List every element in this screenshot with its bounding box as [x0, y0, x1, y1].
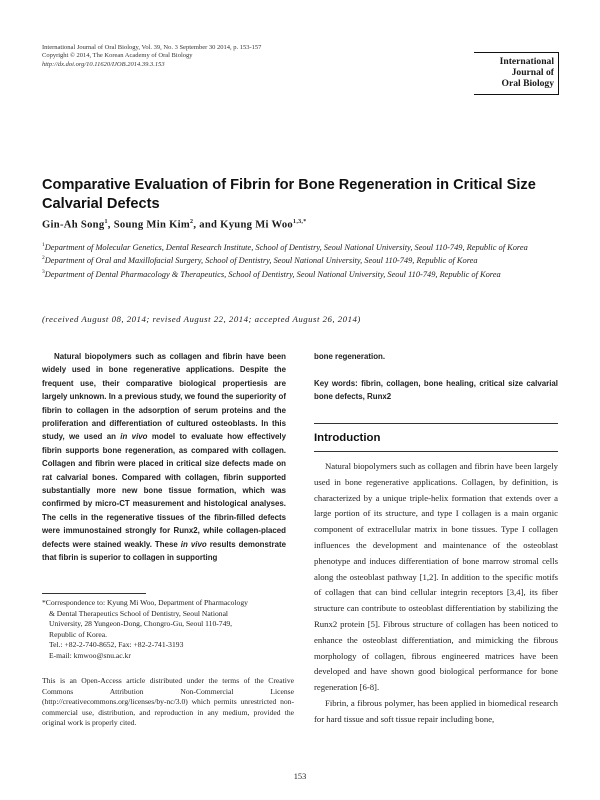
author-affiliation-marker: 1 [104, 219, 108, 225]
author-affiliation-marker: 1,3,* [293, 219, 307, 225]
author-affiliation-marker: 2 [190, 219, 194, 225]
abstract-text: results demonstrate that fibrin is superior to collagen in supporting [42, 539, 286, 563]
journal-logo-box [484, 52, 559, 95]
correspondence-email[interactable]: E-mail: kmwoo@snu.ac.kr [49, 650, 131, 660]
abstract-continued: bone regeneration. [314, 352, 386, 361]
page-number: 153 [293, 772, 307, 781]
abstract-text: model to evaluate how effectively fibrin supports bone regeneration, as compared with collagen. Collagen and fibrin were placed in critical size defects made on rat calvarial bones. Compared with collagen, fibrin supported substantially more new bone tissue formation, which was confirmed by micro-CT measurement and histological analyses. The cells in the regenerative tissues of the fibrin-filled defects were immunostained strongly for Runx2, while collagen-placed defects were stained weakly. These [42, 432, 286, 549]
introduction-paragraph: Natural biopolymers such as collagen and fibrin have been largely used in bone regenerative applications. Collagen, by definition, is characterized by a unique triple-helix formation that extends over a large portion of its structure, and type I collagen is a main organic component of extracellular matrix in bone tissues. Type I collagen influences the development and maintenance of the osteoblast phenotype and induces differentiation of bone marrow stromal cells along the osteoblast pathway [1,2]. In addition to the specific motifs of collagen that can bind cellular integrin receptors [3,4], its fiber structure can contribute to osteoblast differentiation by stabilizing the Runx2 protein [5]. Fibrous structure of collagen has been noticed to enhance the osteoblast differentiation, and mimicking the fibrous morphology of collagen, fibrous engineered matrices have been developed and have shown good biological performance for bone regeneration [6-8]. [314, 461, 558, 693]
correspondence-line: University, 28 Yungeon-Dong, Chongro-Gu, Seoul 110-749, [49, 619, 233, 629]
affiliation-marker: 2 [42, 255, 45, 262]
author-separator: , [107, 219, 114, 231]
affiliation [42, 267, 558, 280]
affiliation [42, 240, 558, 253]
footnote-divider [42, 593, 146, 594]
correspondence-line: & Dental Therapeutics School of Dentistry, Seoul National [49, 608, 229, 618]
article-title: Comparative Evaluation of Fibrin for Bone Regeneration in Critical Size Calvarial Defects [42, 177, 536, 212]
correspondence-line: *Correspondence to: Kyung Mi Woo, Department of Pharmacology [42, 598, 248, 607]
author-list [42, 219, 562, 231]
author-name: Soung Min Kim [113, 219, 191, 231]
affiliation-marker: 1 [42, 242, 45, 248]
author-name: Gin-Ah Song [42, 219, 105, 231]
journal-name: International Journal of Oral Biology [499, 56, 554, 89]
section-heading-introduction: Introduction [314, 432, 381, 444]
affiliation [42, 253, 558, 266]
received-dates: (received August 08, 2014; revised August 22, 2014; accepted August 26, 2014) [42, 314, 361, 324]
journal-citation [42, 44, 382, 69]
abstract-text: Natural biopolymers such as collagen and fibrin have been widely used in bone regenerative applications. Despite the frequent use, their comparative biological propertiesis are largely unknown. In a previous study, we found the superiority of fibrin to collagen in the adsorption of serum proteins and the proliferation and differentiation of cultured osteoblasts. In this study, we used an [42, 352, 286, 442]
keywords: Key words: fibrin, collagen, bone healing, critical size calvarial bone defects, Runx2 [314, 379, 558, 402]
introduction-body [314, 459, 558, 728]
affiliation-text: Department of Dental Pharmacology & Therapeutics, School of Dentistry, Seoul National University, Seoul 110-749, Republic of Korea [44, 269, 501, 279]
affiliation-text: Department of Oral and Maxillofacial Surgery, School of Dentistry, Seoul National University, Seoul 110-749, Republic of Korea [44, 256, 478, 266]
introduction-paragraph: Fibrin, a fibrous polymer, has been applied in biomedical research for hard tissue and soft tissue repair including bone, [314, 697, 558, 724]
license-note: This is an Open-Access article distributed under the terms of the Creative Commons Attribution Non-Commercial License (http://creativecommons.org/licenses/by-nc/3.0) which permits unrestricted non-commercial use, distribution, and reproduction in any medium, provided the original work is properly cited. [42, 676, 294, 728]
correspondence-footnote [42, 598, 294, 662]
doi-link[interactable]: http://dx.doi.org/10.11620/IJOB.2014.39.3.153 [42, 60, 165, 68]
abstract-italic: in vivo [180, 539, 207, 549]
copyright-line: Copyright © 2014, The Korean Academy of Oral Biology [42, 52, 193, 60]
affiliation-text: Department of Molecular Genetics, Dental Research Institute, School of Dentistry, Seoul National University, Seoul 110-749, Republic of Korea [44, 242, 528, 252]
correspondence-line: Republic of Korea. [49, 629, 107, 639]
section-rule-bottom [314, 451, 558, 452]
section-rule-top [314, 423, 558, 424]
author-separator: , and [193, 219, 221, 231]
affiliation-list [42, 240, 558, 280]
affiliation-marker: 3 [42, 268, 45, 275]
abstract-italic: in vivo [120, 432, 148, 442]
author-name: Kyung Mi Woo [220, 219, 294, 231]
correspondence-contact: Tel.: +82-2-740-8652, Fax: +82-2-741-3193 [49, 640, 184, 650]
journal-citation-line: International Journal of Oral Biology, Vol. 39, No. 3 September 30 2014, p. 153-157 [42, 44, 262, 51]
abstract [42, 350, 286, 565]
